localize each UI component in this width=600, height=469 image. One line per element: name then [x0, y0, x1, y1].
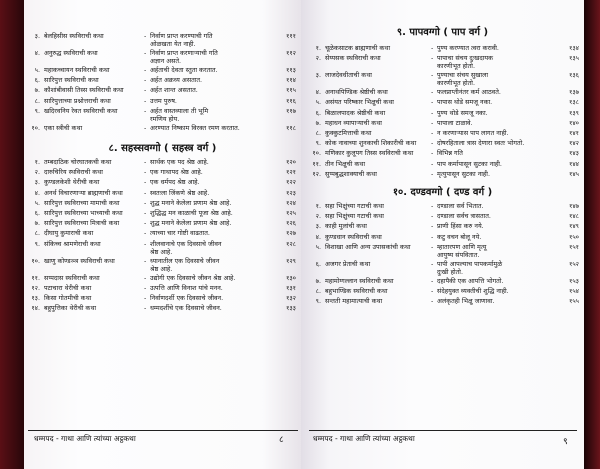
toc-entry-number: ८. — [315, 129, 321, 137]
page-number: ९ — [563, 437, 568, 447]
toc-entry-number: ६. — [34, 209, 40, 217]
toc-entry — [24, 240, 301, 256]
toc-entry-title: सारिपुत्त स्थविराच्या मित्राची कथा — [44, 219, 120, 228]
toc-entry — [301, 222, 584, 230]
toc-separator: - — [431, 242, 434, 251]
right-page — [301, 0, 584, 469]
toc-entry-title: कोक नावाच्या शुनकाची शिकारीची कथा — [325, 139, 417, 148]
section-heading: ८. सहस्सवग्गो ( सहस्त्र वर्ग ) — [108, 143, 217, 154]
toc-entry — [301, 287, 584, 295]
toc-entry-number: ५. — [34, 198, 40, 207]
toc-entry — [301, 44, 584, 52]
toc-entry-description: मृत्युपासून सुटका नाही. — [437, 169, 490, 178]
toc-entry-number: २. — [315, 54, 321, 63]
toc-entry-page: १११ — [286, 32, 296, 40]
toc-entry-number: ४. — [315, 88, 321, 97]
toc-entry-page: १२७ — [286, 229, 296, 238]
toc-entry-page: १३० — [286, 273, 296, 282]
footer-text: धम्मपद - गाथा आणि त्यांच्या अट्ठकथा — [313, 434, 415, 443]
toc-entry-number: ९. — [315, 139, 321, 148]
toc-entry-page: १५३ — [569, 276, 579, 285]
toc-separator: - — [144, 123, 147, 132]
toc-entry — [24, 304, 301, 312]
toc-entry-title: सारिपुत्त स्थविराच्या मामाची कथा — [44, 198, 120, 207]
book-edge-right — [582, 0, 600, 469]
toc-entry-number: ८. — [34, 229, 40, 238]
toc-entry-page: १४३ — [569, 149, 579, 158]
toc-entry — [301, 88, 584, 96]
toc-entry-description: अर्हत अक्रध्य असतात. — [150, 76, 203, 85]
toc-entry-description: त्याच्या चार गोष्टी वाढतात. — [150, 229, 210, 238]
toc-entry-description: विभिन्न गति — [437, 149, 463, 158]
toc-entry-page: १२२ — [286, 178, 296, 187]
toc-entry — [24, 294, 301, 302]
toc-entry-description-cont: श्रेष्ठ आहे. — [150, 247, 173, 256]
toc-separator: - — [144, 86, 147, 95]
toc-entry-description: पापाचा संचय दुःखदायक — [437, 54, 494, 63]
toc-entry-title: पटाचारा थेरीची कथा — [44, 283, 92, 292]
footer-rule — [309, 430, 577, 431]
toc-entry-description: पापाला टाळावे. — [437, 118, 473, 127]
toc-entry — [24, 32, 301, 48]
toc-entry-description: पुण्य थोडे समजू नका. — [437, 108, 488, 117]
toc-entry — [301, 98, 584, 106]
toc-separator: - — [431, 44, 434, 52]
toc-entry-title: तम्बदाठिक चोरघातकची कथा — [44, 158, 112, 166]
toc-entry-page: १३५ — [569, 54, 579, 63]
toc-entry-title: तीन भिक्षुची कथा — [325, 159, 365, 168]
toc-entry-page: १३६ — [569, 71, 579, 80]
toc-entry-page: १४९ — [569, 222, 579, 231]
toc-entry — [24, 229, 301, 237]
toc-entry-title: बेलहिसीस स्थविराची कथा — [44, 32, 104, 40]
toc-entry-title: सुप्पबुद्धशाक्याची कथा — [325, 169, 377, 178]
toc-entry — [301, 139, 584, 147]
toc-entry — [24, 219, 301, 227]
toc-entry-title: किसा गोतमीची कथा — [44, 294, 92, 302]
toc-entry-page: १४१ — [569, 129, 579, 137]
toc-entry-number: १०. — [312, 149, 321, 158]
toc-entry-title: खदिरवनिय रेवत स्थविराची कथा — [44, 106, 118, 115]
section-heading: १०. दण्डवग्गो ( दण्ड वर्ग ) — [392, 187, 493, 198]
left-page — [24, 0, 301, 469]
toc-entry-title: कुक्कुटमित्ताची कथा — [325, 129, 372, 137]
toc-entry-page: १२१ — [286, 168, 296, 177]
toc-separator: - — [144, 49, 147, 57]
toc-entry-title: अनुरुद्ध स्थविराची कथा — [44, 49, 98, 57]
toc-entry — [301, 277, 584, 285]
toc-entry-page: ११४ — [286, 76, 296, 85]
toc-entry-number: ३. — [34, 32, 40, 40]
toc-entry-title: सारिपुत्त स्थविराच्या भाच्याची कथा — [44, 209, 123, 217]
toc-entry-number: ५. — [315, 242, 321, 251]
toc-entry — [301, 202, 584, 210]
toc-entry — [24, 209, 301, 217]
toc-entry-number: ४. — [315, 232, 321, 241]
toc-entry-title: अनाथपिण्डिक श्रेष्ठीची कथा — [325, 88, 388, 97]
toc-separator: - — [431, 118, 434, 127]
toc-entry-description: दहापैकी एक आपत्ति भोगतो. — [437, 276, 504, 285]
toc-separator: - — [144, 158, 147, 166]
toc-entry-page: १५४ — [569, 287, 579, 295]
toc-entry — [24, 76, 301, 84]
toc-entry-title: सारिपुत्ताच्या प्रश्नोत्तराची कथा — [44, 96, 111, 105]
toc-separator: - — [144, 209, 147, 217]
toc-entry-title: मणिकार कुलूपग तिस्स स्थविराची कथा — [325, 149, 414, 158]
toc-entry-page: १४२ — [569, 139, 579, 148]
toc-entry-page: १३७ — [569, 88, 579, 97]
toc-entry-page: १२० — [286, 158, 296, 166]
toc-entry-description: उत्पत्ति आणि विनाश यांचे मनन. — [150, 283, 223, 292]
toc-separator: - — [144, 198, 147, 207]
toc-entry — [301, 119, 584, 127]
toc-separator: - — [431, 98, 434, 107]
toc-entry-number: ७. — [34, 219, 40, 228]
toc-entry-title: कुण्डधान स्थविराची कथा — [325, 232, 382, 241]
toc-entry-title: सहा भिक्षुंच्या गटाची कथा — [325, 212, 384, 221]
toc-entry-title: अनर्थ विचारणाऱ्या ब्राह्मणाची कथा — [44, 188, 123, 197]
toc-entry-description: न करणाऱ्यास पाप लागत नाही. — [437, 129, 509, 137]
toc-entry-title: सहा भिक्षुंच्या गटाची कथा — [325, 202, 384, 210]
toc-entry-description: शुद्धिद्ध मन काळाची पूजा श्रेष्ठ आहे. — [150, 209, 233, 217]
toc-entry — [24, 189, 301, 197]
toc-separator: - — [144, 229, 147, 238]
toc-entry-number: ९. — [34, 239, 40, 248]
toc-entry-description: ध्यानातील एक दिवसाचे जीवन — [150, 256, 220, 265]
toc-entry — [24, 49, 301, 65]
toc-entry — [301, 109, 584, 117]
toc-entry-description: शीलवानाचे एक दिवसाचे जीवन — [150, 239, 222, 248]
toc-entry-description-cont: ओळखता येत नाही. — [150, 40, 196, 48]
toc-separator: - — [144, 76, 147, 85]
toc-entry — [301, 243, 584, 259]
toc-entry-title: असंयत परिष्कार भिक्षुची कथा — [325, 98, 394, 107]
toc-entry-description: संदेहयुक्त व्यक्तीची शुद्धि नाही. — [437, 287, 509, 295]
toc-separator: - — [431, 159, 434, 168]
toc-entry-number: १. — [34, 158, 40, 166]
toc-entry-number: १४. — [31, 304, 40, 313]
toc-entry-page: ११५ — [286, 86, 296, 95]
toc-entry-number: ७. — [315, 276, 321, 285]
toc-entry-number: ६. — [315, 259, 321, 268]
toc-entry-number: ३. — [315, 71, 321, 80]
toc-separator: - — [431, 71, 434, 80]
toc-entry — [24, 158, 301, 166]
toc-entry-title: चूळेकसाटक ब्राह्मणाची कथा — [325, 44, 391, 52]
toc-entry-page: १५२ — [569, 259, 579, 268]
toc-separator: - — [431, 129, 434, 137]
toc-entry-description: पापी आपल्याच पापकर्मामुळे — [437, 259, 503, 268]
toc-entry-number: ३. — [315, 222, 321, 231]
toc-separator: - — [144, 256, 147, 265]
toc-entry-page: १२८ — [286, 239, 296, 248]
toc-entry-number: ९. — [315, 297, 321, 306]
toc-entry-description: अरण्यात निष्काम विरक्त रमण करतात. — [150, 123, 240, 132]
toc-separator: - — [431, 54, 434, 63]
toc-separator: - — [144, 96, 147, 105]
toc-entry-description: स्वतःला जिंकणे श्रेष्ठ आहे. — [150, 188, 210, 197]
footer-rule — [28, 430, 298, 431]
toc-entry-number: ३. — [34, 178, 40, 187]
toc-entry-title: महाकच्चायन स्थविराची कथा — [44, 66, 110, 74]
toc-entry-description: दोषरहिताला त्रास देणारा स्वतः भोगतो. — [437, 139, 525, 148]
toc-entry-page: १३८ — [569, 98, 579, 107]
toc-entry-description: धम्मदर्शीचे एक दिवसाचे जीवन. — [150, 304, 222, 313]
toc-separator: - — [431, 276, 434, 285]
toc-entry-title: दीघायु कुमाराची कथा — [44, 229, 94, 238]
toc-entry — [301, 260, 584, 276]
toc-entry — [301, 160, 584, 168]
toc-entry-number: १३. — [31, 294, 40, 302]
section-heading: ९. पापवग्गो ( पाप वर्ग ) — [396, 27, 489, 38]
toc-separator: - — [144, 32, 147, 40]
toc-separator: - — [431, 108, 434, 117]
toc-separator: - — [431, 88, 434, 97]
toc-entry-page: १३९ — [569, 108, 579, 117]
toc-entry-number: १२. — [31, 283, 40, 292]
toc-entry-page: १३१ — [286, 283, 296, 292]
toc-entry-description-cont: दुःखी होतो. — [437, 267, 463, 276]
toc-entry-description: प्राणी हिंसा करु नये. — [437, 222, 484, 231]
toc-entry-description: पुण्याचा संचय सुखाला — [437, 71, 489, 80]
toc-separator: - — [431, 139, 434, 148]
toc-entry — [301, 297, 584, 305]
toc-entry — [24, 86, 301, 94]
toc-separator: - — [431, 297, 434, 306]
toc-entry-number: ४. — [34, 188, 40, 197]
toc-entry-number: १०. — [31, 123, 40, 132]
toc-entry-page: १२९ — [286, 256, 296, 265]
toc-separator: - — [144, 219, 147, 228]
toc-entry-title: एका स्त्रीची कथा — [44, 123, 83, 132]
toc-entry-description-cont: रमणिय होय. — [150, 114, 180, 123]
toc-entry — [301, 149, 584, 157]
toc-entry-title: दारुचिरिय स्थविराची कथा — [44, 168, 103, 177]
toc-separator: - — [431, 232, 434, 241]
toc-entry — [24, 168, 301, 176]
toc-entry-page: १४४ — [569, 159, 579, 168]
toc-entry-title: महामोग्गल्लान स्थविराची कथा — [325, 276, 394, 285]
toc-entry-page: १५१ — [569, 242, 579, 251]
toc-entry-number: २. — [315, 212, 321, 221]
toc-entry-page: ११६ — [286, 96, 296, 105]
toc-entry — [24, 257, 301, 273]
toc-entry-title: खाणु कोण्डञ्ञ स्थविराची कथा — [44, 256, 115, 265]
toc-entry-title: बिळालपादक श्रेष्ठीची कथा — [325, 108, 386, 117]
toc-entry-description: निर्वाणदर्शी एक दिवसाचे जीवन. — [150, 294, 224, 302]
toc-entry-description: निर्वाण प्राप्त करण्याची गति — [150, 32, 213, 40]
toc-entry-description: शुद्ध मनाने केलेला प्रणाम श्रेष्ठ आहे. — [150, 198, 232, 207]
toc-entry-title: कौशांबीवासी तिस्स स्थविराची कथा — [44, 86, 124, 95]
toc-entry-title: बहुभाण्डिक स्थविराची कथा — [325, 287, 388, 295]
toc-entry-description: उद्योगी एक दिवसाचे जीवन श्रेष्ठ आहे. — [150, 273, 236, 282]
toc-entry-page: १३३ — [286, 304, 296, 313]
toc-separator: - — [431, 169, 434, 178]
page-number: ८ — [279, 435, 284, 445]
toc-entry-number: ५. — [315, 98, 321, 107]
toc-entry-number: १. — [315, 202, 321, 210]
toc-entry-description-cont: कारणीभूत होतो. — [437, 62, 475, 71]
toc-separator: - — [144, 66, 147, 74]
toc-entry-number: १०. — [31, 256, 40, 265]
toc-entry-number: १२. — [312, 169, 321, 178]
toc-entry — [24, 284, 301, 292]
toc-entry-page: ११७ — [286, 106, 296, 115]
toc-entry-page: १२३ — [286, 188, 296, 197]
toc-entry-description-cont: श्रेष्ठ आहे. — [150, 264, 173, 273]
toc-separator: - — [431, 259, 434, 268]
toc-entry — [24, 97, 301, 105]
toc-entry-page: १४० — [569, 118, 579, 127]
toc-entry-number: ११. — [312, 159, 321, 168]
toc-entry-description: फलप्राप्तीनंतर कर्म आठवते. — [437, 88, 501, 97]
toc-entry-description: म्हातारपण आणि मृत्यू — [437, 242, 487, 251]
toc-entry — [301, 212, 584, 220]
toc-separator: - — [144, 178, 147, 187]
toc-entry-description: अर्हताची देवता स्तुता करतात. — [150, 66, 218, 74]
toc-entry-description: अर्हत शान्त असतात. — [150, 86, 198, 95]
toc-entry — [301, 170, 584, 178]
toc-entry-number: १. — [315, 44, 321, 52]
toc-separator: - — [431, 287, 434, 295]
toc-separator: - — [144, 294, 147, 302]
toc-entry-title: संकिच्च श्रामणेराची कथा — [44, 239, 101, 248]
toc-entry-number: ४. — [34, 49, 40, 57]
toc-entry-description: पापास थोडे समजू नका. — [437, 98, 493, 107]
toc-entry-page: ११२ — [286, 49, 296, 57]
toc-separator: - — [144, 304, 147, 313]
toc-entry-description: पाप कर्मापासून सुटका नाही. — [437, 159, 502, 168]
toc-entry-page: १२४ — [286, 198, 296, 207]
toc-entry-title: महाधन व्यापाऱ्याची कथा — [325, 118, 382, 127]
toc-entry — [24, 274, 301, 282]
toc-entry-number: ७. — [34, 86, 40, 95]
toc-entry-page: १२६ — [286, 219, 296, 228]
toc-entry-number: ५. — [34, 66, 40, 74]
toc-entry-number: ८. — [34, 96, 40, 105]
toc-entry-description-cont: अज्ञान असते. — [150, 57, 182, 65]
toc-entry-description: उत्तम पुरुष. — [150, 96, 177, 105]
toc-separator: - — [431, 149, 434, 158]
toc-entry-description: निर्वाण प्राप्त करणाऱ्याची गति — [150, 49, 218, 57]
toc-entry-number: ११. — [31, 273, 40, 282]
toc-entry — [24, 66, 301, 74]
toc-entry-number: २. — [34, 168, 40, 177]
toc-entry-description: शुद्ध मनाने केलेला प्रणाम श्रेष्ठ आहे. — [150, 219, 232, 228]
toc-entry — [301, 129, 584, 137]
toc-entry-title: सन्तती महामात्याची कथा — [325, 297, 383, 306]
toc-separator: - — [144, 239, 147, 248]
toc-entry-description: दण्डाला सर्व भितात. — [437, 202, 484, 210]
toc-entry-description: एक धर्मपद श्रेष्ठ आहे. — [150, 178, 200, 187]
toc-separator: - — [144, 283, 147, 292]
toc-entry-number: ९. — [34, 106, 40, 115]
toc-entry-page: ११३ — [286, 66, 296, 74]
toc-entry-title: लाजदेवधीताची कथा — [325, 71, 372, 80]
toc-entry-title: सेय्यसक स्थविराची कथा — [325, 54, 381, 63]
toc-entry — [24, 124, 301, 132]
toc-entry-description: दण्डाला सर्वच त्रासतात. — [437, 212, 491, 221]
toc-entry-description: पुण्य करण्यात त्वरा करावी. — [437, 44, 499, 52]
toc-entry-title: विशाखा आणि अन्य उपासकांची कथा — [325, 242, 411, 251]
toc-separator: - — [431, 222, 434, 231]
toc-separator: - — [144, 273, 147, 282]
footer-text: धम्मपद - गाथा आणि त्यांच्या अट्ठकथा — [34, 434, 136, 443]
toc-entry-description: कटु वचन बोलू नये. — [437, 232, 482, 241]
toc-entry-number: ६. — [34, 76, 40, 85]
toc-separator: - — [144, 188, 147, 197]
toc-entry-title: सारिपुत्त स्थविराची कथा — [44, 76, 99, 85]
toc-entry-description: अलंकृतही भिक्षु जाणावा. — [437, 297, 495, 306]
toc-separator: - — [431, 212, 434, 221]
toc-entry — [24, 199, 301, 207]
toc-entry — [301, 233, 584, 241]
toc-entry-title: सप्पदास स्थविराची कथा — [44, 273, 100, 282]
toc-entry-page: १३४ — [569, 44, 579, 52]
toc-separator: - — [431, 202, 434, 210]
toc-entry — [301, 71, 584, 87]
toc-entry-description-cont: आयुष्य संपवितात. — [437, 250, 480, 259]
toc-entry — [24, 107, 301, 123]
toc-entry-description: एक गाथापद श्रेष्ठ आहे. — [150, 168, 203, 177]
toc-entry-page: १२५ — [286, 209, 296, 217]
toc-entry-title: बहुपुत्तिका थेरीची कथा — [44, 304, 97, 313]
toc-entry-page: १४८ — [569, 212, 579, 221]
toc-separator: - — [144, 106, 147, 115]
toc-entry — [24, 178, 301, 186]
toc-entry-description-cont: कारणीभूत होतो. — [437, 79, 475, 88]
toc-entry — [301, 54, 584, 70]
toc-entry-page: १४५ — [569, 169, 579, 178]
toc-entry-number: ७. — [315, 118, 321, 127]
toc-entry-page: ११८ — [286, 123, 296, 132]
toc-entry-page: १४७ — [569, 202, 579, 210]
toc-entry-page: १३२ — [286, 294, 296, 302]
toc-entry-number: ६. — [315, 108, 321, 117]
toc-entry-description: अर्हत वास्तव्याला ती भूमि — [150, 106, 209, 115]
toc-entry-page: १५० — [569, 232, 579, 241]
toc-entry-title: अजगर प्रेताची कथा — [325, 259, 371, 268]
toc-separator: - — [144, 168, 147, 177]
toc-entry-title: कुण्डलकेशी थेरीची कथा — [44, 178, 100, 187]
toc-entry-title: काही मुलांची कथा — [325, 222, 367, 231]
toc-entry-description: सार्थक एक पद श्रेष्ठ आहे. — [150, 158, 209, 166]
toc-entry-number: ८. — [315, 287, 321, 295]
toc-entry-page: १५५ — [569, 297, 579, 306]
